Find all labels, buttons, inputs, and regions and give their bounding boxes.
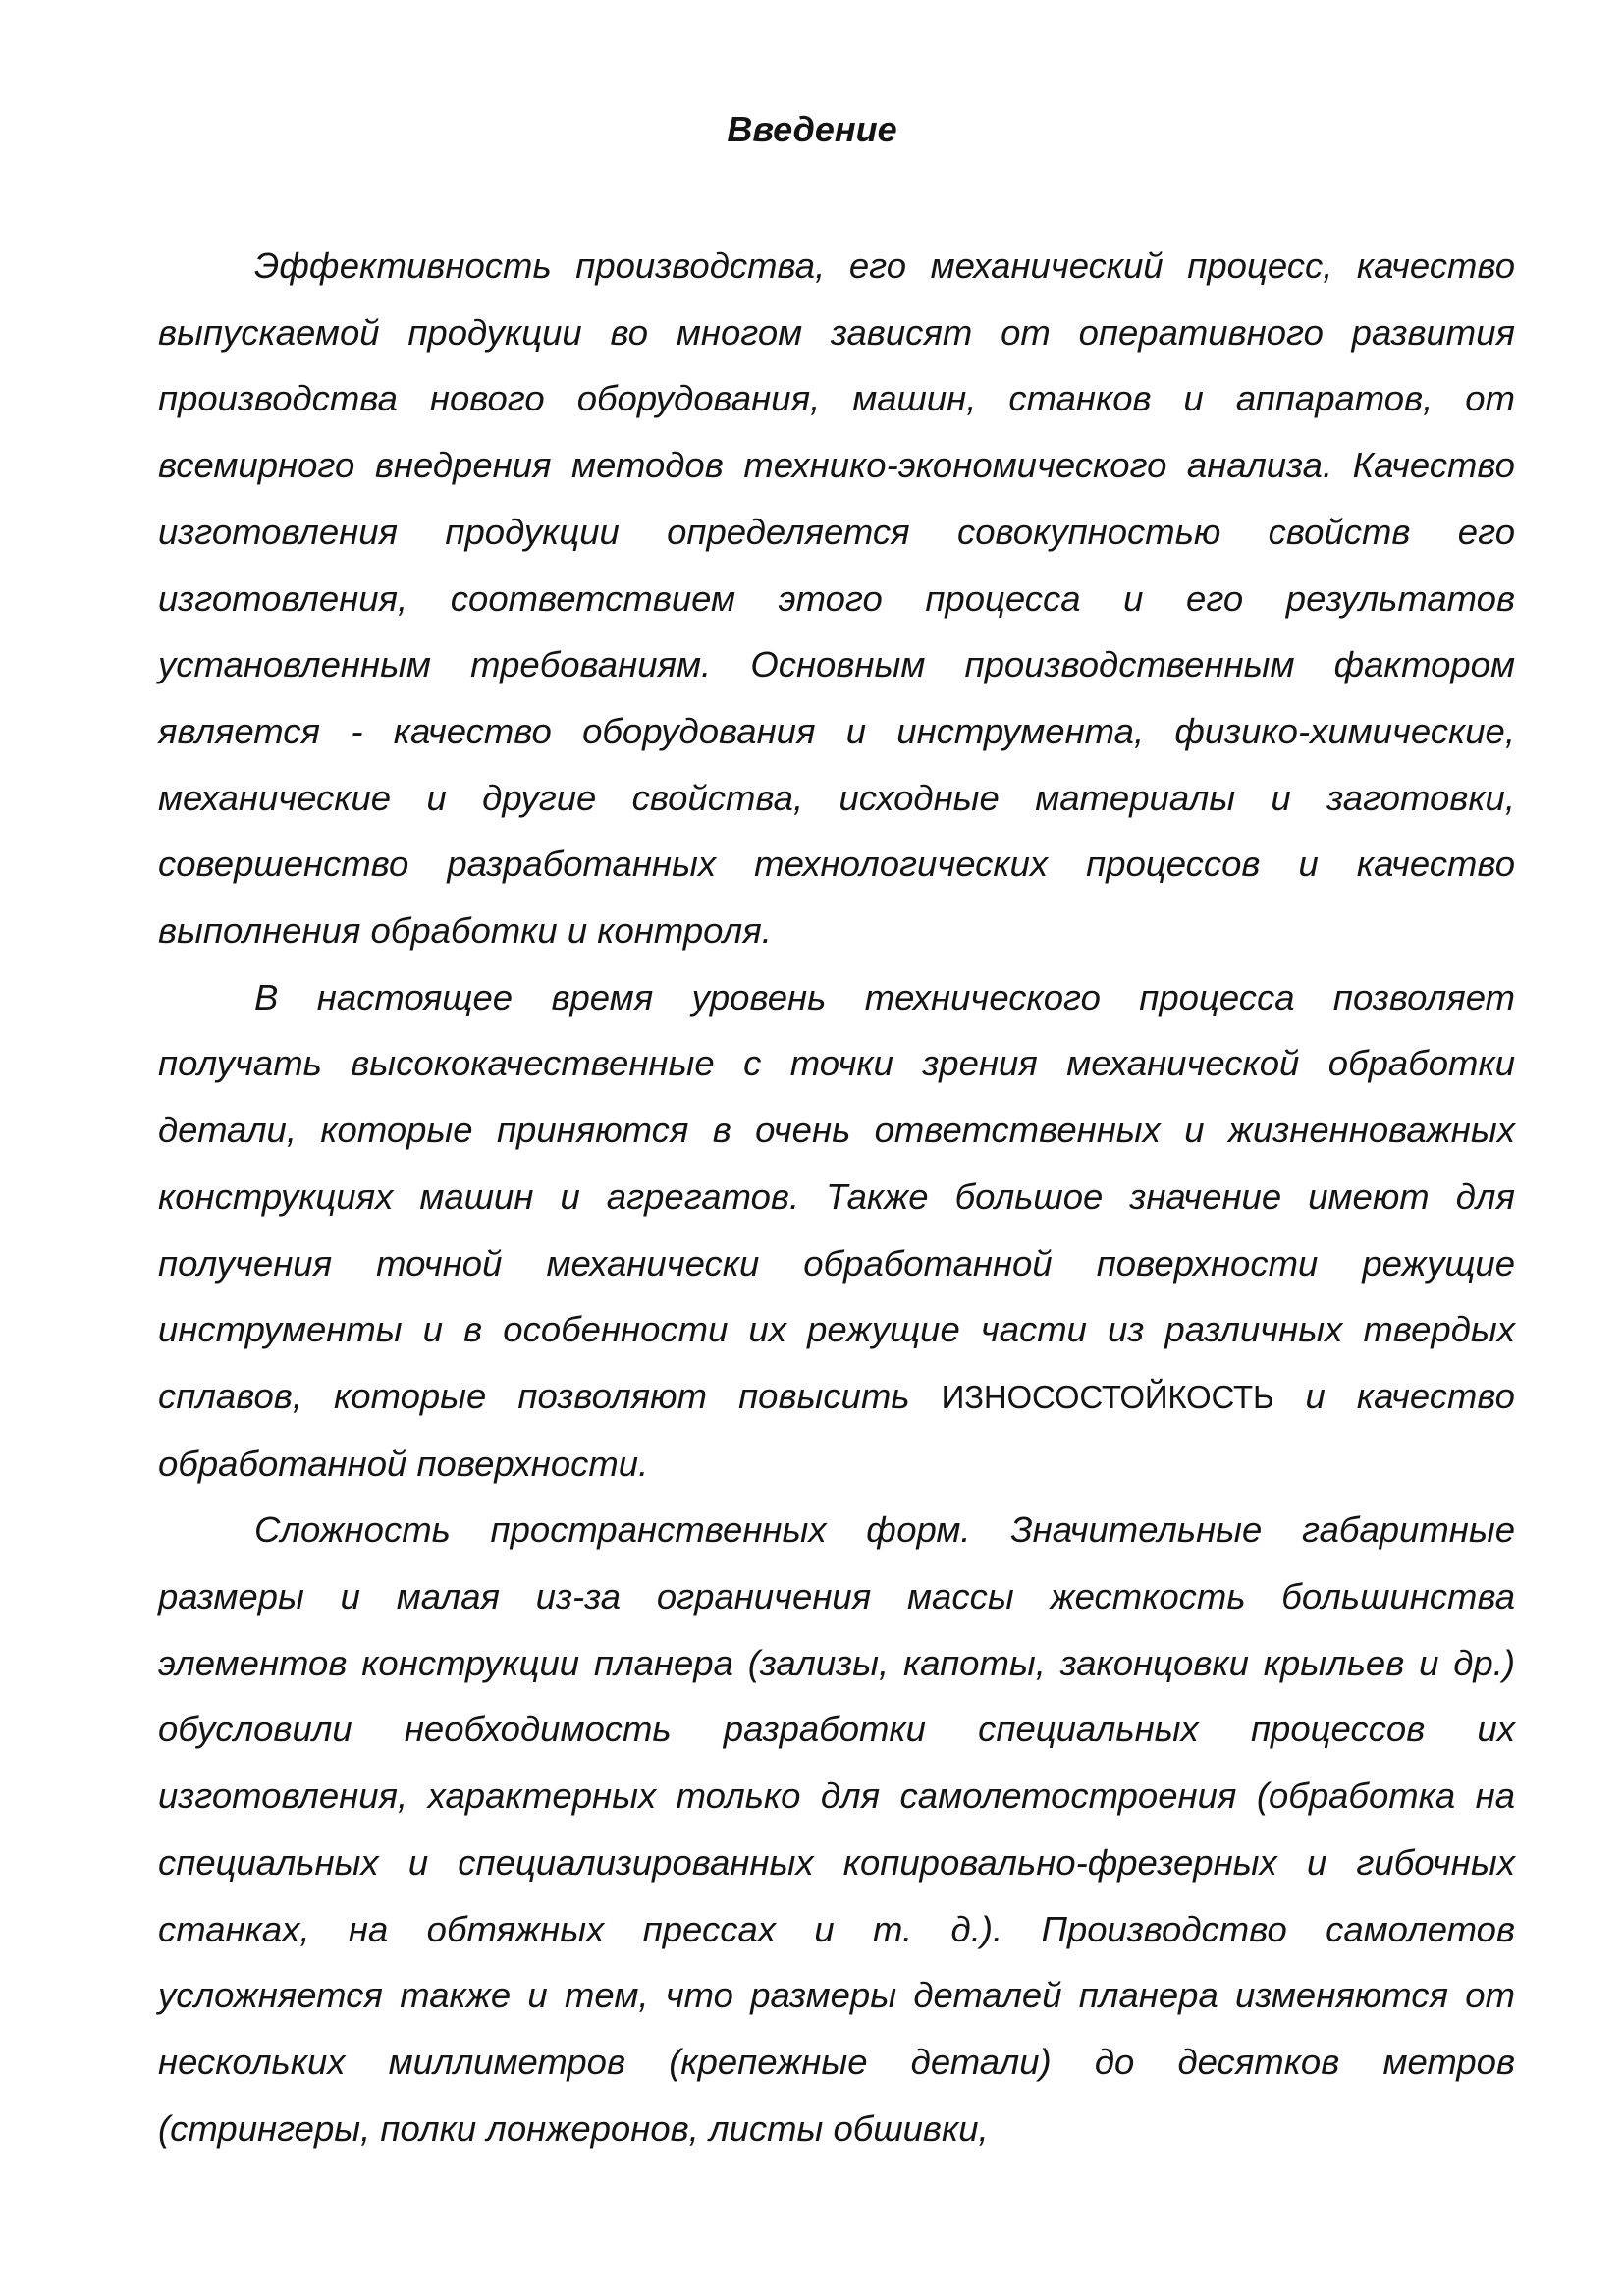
wear-resistance-word: ИЗНОСОСТОЙКОСТЬ: [941, 1378, 1274, 1415]
paragraph-production-efficiency: Эффективность производства, его механический процесс, качество выпускаемой продукции во многом зависят от оперативного развития производства нового оборудования, машин, станков и аппаратов, от всемирного внедрения методов технико-экономического анализа. Качество изготовления продукции определяется совокупностью свойств его изготовления, соответствием этого процесса и его результатов установленным требованиям. Основным производственным фактором является - качество оборудования и инструмента, физико-химические, механические и другие свойства, исходные материалы и заготовки, совершенство разработанных технологических процессов и качество выполнения обработки и контроля.: [158, 246, 1515, 952]
paragraph-technical-process-tail: и качество обработанной поверхности.: [158, 1375, 1515, 1484]
paragraph-technical-process: [158, 964, 1515, 1498]
document-body: [158, 233, 1515, 2161]
page-title: Введение: [727, 109, 897, 149]
paragraph-technical-process-main: В настоящее время уровень технического процесса позволяет получать высококачественные с точки зрения механической обработки детали, которые приняются в очень ответственных и жизненноважных конструкциях машин и агрегатов. Также большое значение имеют для получения точной механически обработанной поверхности режущие инструменты и в особенности их режущие части из различных твердых сплавов, которые позволяют повысить: [158, 976, 1515, 1416]
paragraph-spatial-forms: Сложность пространственных форм. Значительные габаритные размеры и малая из-за ограничения массы жесткость большинства элементов конструкции планера (зализы, капоты, законцовки крыльев и др.) обусловили необходимость разработки специальных процессов их изготовления, характерных только для самолетостроения (обработка на специальных и специализированных копировально-фрезерных и гибочных станках, на обтяжных прессах и т. д.). Производство самолетов усложняется также и тем, что размеры деталей планера изменяются от нескольких миллиметров (крепежные детали) до десятков метров (стрингеры, полки лонжеронов, листы обшивки,: [158, 1509, 1515, 2149]
